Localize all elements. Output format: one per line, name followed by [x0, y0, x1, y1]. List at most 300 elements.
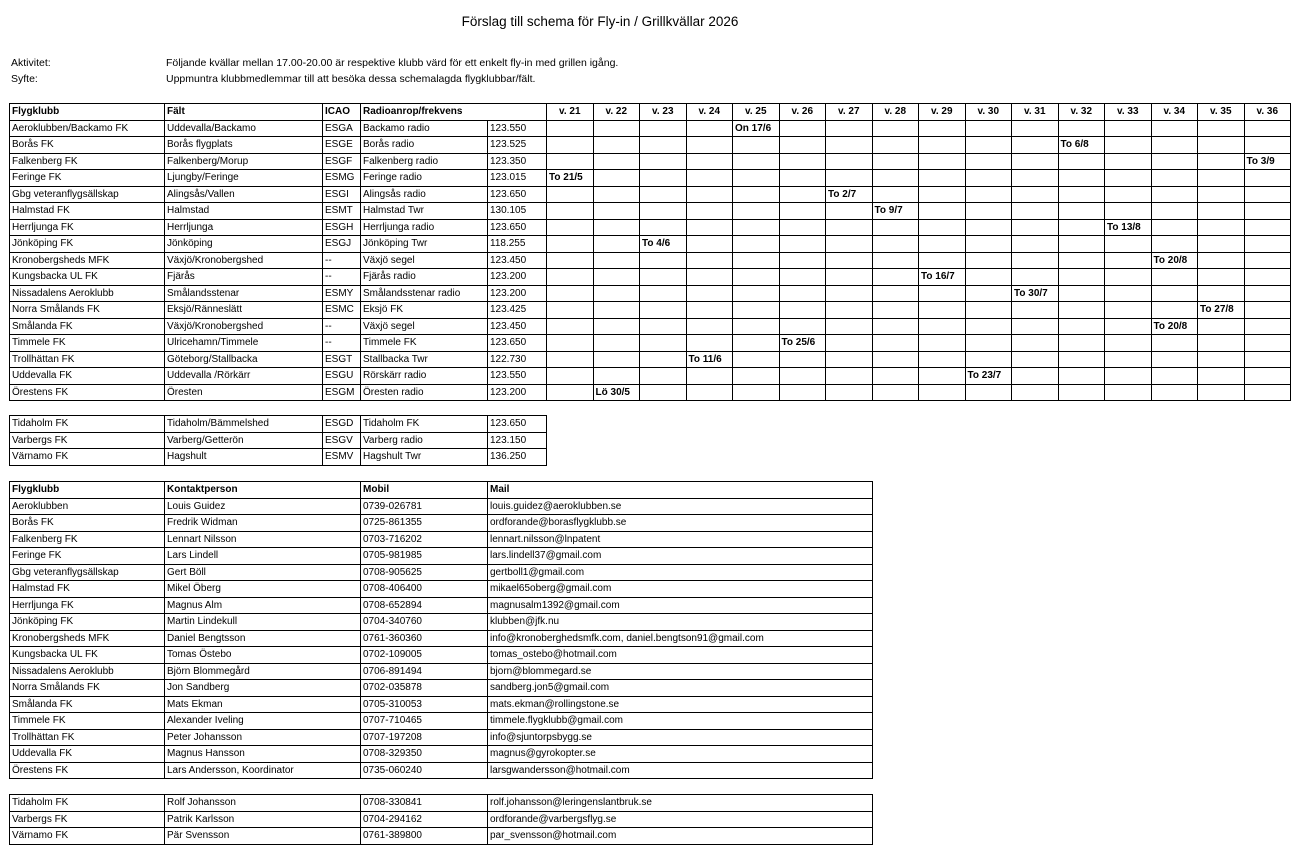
cell-week [1244, 137, 1291, 154]
cell-week [826, 351, 873, 368]
cell-club: Tidaholm FK [10, 416, 165, 433]
cell-mobile: 0761-360360 [361, 630, 488, 647]
cell-contact: Björn Blommegård [165, 663, 361, 680]
cell-mail: ordforande@varbergsflyg.se [488, 811, 873, 828]
cell-icao: -- [323, 335, 361, 352]
cell-mobile: 0704-294162 [361, 811, 488, 828]
cell-week [1105, 236, 1152, 253]
cell-week [593, 236, 640, 253]
header-week: v. 29 [919, 104, 966, 121]
schedule-row [10, 236, 1291, 253]
cell-icao: ESMV [323, 449, 361, 466]
cell-week [686, 285, 733, 302]
cell-icao: ESMT [323, 203, 361, 220]
cell-week [593, 120, 640, 137]
cell-week [1105, 186, 1152, 203]
cell-week [1105, 120, 1152, 137]
cell-week [826, 170, 873, 187]
cell-week [593, 269, 640, 286]
cell-week [1244, 285, 1291, 302]
cell-contact: Lennart Nilsson [165, 531, 361, 548]
cell-field: Herrljunga [165, 219, 323, 236]
cell-week [872, 137, 919, 154]
extra-field-row [10, 416, 547, 433]
cell-week [872, 153, 919, 170]
cell-contact: Fredrik Widman [165, 515, 361, 532]
cell-week [640, 219, 687, 236]
cell-frequency: 130.105 [488, 203, 547, 220]
cell-week [779, 384, 826, 401]
cell-club: Jönköping FK [10, 236, 165, 253]
cell-frequency: 122.730 [488, 351, 547, 368]
cell-event: To 4/6 [640, 236, 687, 253]
header-week: v. 30 [965, 104, 1012, 121]
cell-mail: timmele.flygklubb@gmail.com [488, 713, 873, 730]
cell-week [593, 153, 640, 170]
cell-club: Gbg veteranflygsällskap [10, 186, 165, 203]
cell-week [919, 120, 966, 137]
contact-row [10, 811, 873, 828]
cell-week [919, 318, 966, 335]
header-week: v. 22 [593, 104, 640, 121]
cell-week [1058, 186, 1105, 203]
cell-week [547, 236, 594, 253]
cell-mail: gertboll1@gmail.com [488, 564, 873, 581]
header-contact: Kontaktperson [165, 482, 361, 499]
cell-contact: Lars Andersson, Koordinator [165, 762, 361, 779]
cell-week [1058, 335, 1105, 352]
cell-frequency: 123.350 [488, 153, 547, 170]
cell-icao: ESGV [323, 432, 361, 449]
cell-week [779, 120, 826, 137]
cell-club: Uddevalla FK [10, 746, 165, 763]
cell-club: Aeroklubben [10, 498, 165, 515]
cell-week [872, 335, 919, 352]
header-week: v. 25 [733, 104, 780, 121]
cell-week [919, 170, 966, 187]
cell-week [733, 186, 780, 203]
cell-week [1058, 120, 1105, 137]
cell-mobile: 0705-310053 [361, 696, 488, 713]
cell-week [965, 318, 1012, 335]
header-field: Fält [165, 104, 323, 121]
cell-week [640, 153, 687, 170]
contact-row [10, 696, 873, 713]
cell-club: Norra Smålands FK [10, 302, 165, 319]
cell-icao: ESGJ [323, 236, 361, 253]
cell-mail: klubben@jfk.nu [488, 614, 873, 631]
schedule-row [10, 335, 1291, 352]
cell-week [1244, 120, 1291, 137]
cell-week [1198, 120, 1245, 137]
cell-contact: Magnus Hansson [165, 746, 361, 763]
cell-week [826, 252, 873, 269]
cell-week [872, 318, 919, 335]
cell-week [1151, 203, 1198, 220]
cell-week [1151, 120, 1198, 137]
header-week: v. 26 [779, 104, 826, 121]
cell-week [1058, 302, 1105, 319]
cell-week [640, 252, 687, 269]
cell-club: Aeroklubben/Backamo FK [10, 120, 165, 137]
cell-mail: louis.guidez@aeroklubben.se [488, 498, 873, 515]
contact-row [10, 680, 873, 697]
cell-club: Halmstad FK [10, 581, 165, 598]
cell-week [779, 170, 826, 187]
cell-mail: rolf.johansson@leringenslantbruk.se [488, 795, 873, 812]
cell-week [547, 384, 594, 401]
header-week: v. 24 [686, 104, 733, 121]
cell-week [779, 285, 826, 302]
cell-week [1105, 137, 1152, 154]
cell-frequency: 123.200 [488, 285, 547, 302]
header-week: v. 21 [547, 104, 594, 121]
cell-week [779, 203, 826, 220]
cell-week [1198, 203, 1245, 220]
cell-week [547, 285, 594, 302]
cell-radio: Öresten radio [361, 384, 488, 401]
cell-mobile: 0761-389800 [361, 828, 488, 845]
cell-field: Öresten [165, 384, 323, 401]
cell-contact: Martin Lindekull [165, 614, 361, 631]
cell-mobile: 0706-891494 [361, 663, 488, 680]
cell-contact: Mats Ekman [165, 696, 361, 713]
cell-week [593, 335, 640, 352]
cell-week [640, 269, 687, 286]
cell-week [733, 318, 780, 335]
cell-event: To 13/8 [1105, 219, 1152, 236]
cell-frequency: 123.550 [488, 120, 547, 137]
cell-week [919, 137, 966, 154]
contacts-table [9, 481, 873, 779]
cell-radio: Jönköping Twr [361, 236, 488, 253]
cell-week [686, 236, 733, 253]
cell-week [686, 170, 733, 187]
cell-mobile: 0707-710465 [361, 713, 488, 730]
contacts-header-row [10, 482, 873, 499]
cell-week [1105, 368, 1152, 385]
cell-week [1058, 219, 1105, 236]
schedule-row [10, 318, 1291, 335]
cell-week [779, 269, 826, 286]
cell-week [779, 137, 826, 154]
cell-week [547, 186, 594, 203]
header-week: v. 23 [640, 104, 687, 121]
cell-club: Tidaholm FK [10, 795, 165, 812]
cell-frequency: 123.650 [488, 416, 547, 433]
cell-week [1151, 186, 1198, 203]
cell-week [1058, 285, 1105, 302]
cell-radio: Falkenberg radio [361, 153, 488, 170]
cell-club: Kungsbacka UL FK [10, 269, 165, 286]
cell-frequency: 123.200 [488, 384, 547, 401]
cell-week [547, 302, 594, 319]
cell-icao: ESGT [323, 351, 361, 368]
cell-week [826, 120, 873, 137]
cell-week [733, 236, 780, 253]
cell-week [826, 318, 873, 335]
cell-week [919, 285, 966, 302]
cell-week [1012, 368, 1059, 385]
cell-week [965, 153, 1012, 170]
contact-row [10, 746, 873, 763]
cell-week [919, 302, 966, 319]
cell-week [872, 384, 919, 401]
cell-radio: Borås radio [361, 137, 488, 154]
extra-contacts-table [9, 794, 873, 845]
header-week: v. 35 [1198, 104, 1245, 121]
cell-week [593, 351, 640, 368]
cell-week [779, 153, 826, 170]
cell-club: Feringe FK [10, 170, 165, 187]
cell-mobile: 0708-905625 [361, 564, 488, 581]
cell-icao: ESGE [323, 137, 361, 154]
cell-week [919, 252, 966, 269]
cell-week [1012, 186, 1059, 203]
cell-frequency: 123.650 [488, 335, 547, 352]
cell-week [1105, 302, 1152, 319]
contact-row [10, 713, 873, 730]
cell-club: Varbergs FK [10, 811, 165, 828]
cell-event: To 20/8 [1151, 252, 1198, 269]
cell-week [593, 252, 640, 269]
cell-week [919, 203, 966, 220]
cell-mail: lars.lindell37@gmail.com [488, 548, 873, 565]
cell-contact: Tomas Östebo [165, 647, 361, 664]
cell-mobile: 0704-340760 [361, 614, 488, 631]
cell-week [1151, 219, 1198, 236]
cell-week [1012, 252, 1059, 269]
cell-week [872, 170, 919, 187]
cell-mobile: 0708-330841 [361, 795, 488, 812]
cell-field: Ljungby/Feringe [165, 170, 323, 187]
cell-icao: ESMY [323, 285, 361, 302]
cell-week [779, 252, 826, 269]
cell-contact: Lars Lindell [165, 548, 361, 565]
header-week: v. 36 [1244, 104, 1291, 121]
cell-week [547, 318, 594, 335]
cell-frequency: 123.525 [488, 137, 547, 154]
cell-frequency: 123.200 [488, 269, 547, 286]
cell-icao: -- [323, 252, 361, 269]
cell-week [1198, 384, 1245, 401]
contact-row [10, 548, 873, 565]
cell-field: Alingsås/Vallen [165, 186, 323, 203]
cell-week [826, 203, 873, 220]
cell-club: Herrljunga FK [10, 219, 165, 236]
cell-week [872, 252, 919, 269]
cell-week [1244, 318, 1291, 335]
cell-event: To 20/8 [1151, 318, 1198, 335]
cell-field: Tidaholm/Bämmelshed [165, 416, 323, 433]
cell-club: Uddevalla FK [10, 368, 165, 385]
cell-mobile: 0708-406400 [361, 581, 488, 598]
cell-week [686, 219, 733, 236]
cell-week [1198, 219, 1245, 236]
cell-event: To 30/7 [1012, 285, 1059, 302]
cell-week [826, 269, 873, 286]
cell-mail: ordforande@borasflygklubb.se [488, 515, 873, 532]
cell-week [872, 219, 919, 236]
cell-week [872, 120, 919, 137]
cell-contact: Jon Sandberg [165, 680, 361, 697]
cell-week [1244, 302, 1291, 319]
cell-mail: par_svensson@hotmail.com [488, 828, 873, 845]
cell-contact: Peter Johansson [165, 729, 361, 746]
cell-week [1105, 252, 1152, 269]
cell-field: Växjö/Kronobergshed [165, 252, 323, 269]
cell-radio: Halmstad Twr [361, 203, 488, 220]
header-week: v. 31 [1012, 104, 1059, 121]
cell-club: Timmele FK [10, 335, 165, 352]
extra-field-row [10, 432, 547, 449]
cell-week [733, 219, 780, 236]
cell-week [1012, 137, 1059, 154]
cell-event: To 6/8 [1058, 137, 1105, 154]
cell-week [733, 302, 780, 319]
cell-week [686, 203, 733, 220]
cell-week [686, 368, 733, 385]
cell-week [826, 219, 873, 236]
cell-frequency: 123.150 [488, 432, 547, 449]
cell-week [733, 252, 780, 269]
header-week: v. 27 [826, 104, 873, 121]
cell-week [1105, 335, 1152, 352]
cell-week [640, 120, 687, 137]
cell-icao: ESGA [323, 120, 361, 137]
cell-week [1198, 137, 1245, 154]
header-radio: Radioanrop/frekvens [361, 104, 547, 121]
cell-week [1198, 153, 1245, 170]
cell-radio: Växjö segel [361, 252, 488, 269]
cell-week [1058, 252, 1105, 269]
intro-label: Syfte: [11, 73, 38, 85]
cell-week [1105, 153, 1152, 170]
contact-row [10, 515, 873, 532]
cell-mobile: 0708-329350 [361, 746, 488, 763]
cell-week [686, 302, 733, 319]
cell-week [826, 368, 873, 385]
cell-week [640, 302, 687, 319]
cell-week [1151, 335, 1198, 352]
cell-week [593, 203, 640, 220]
header-club: Flygklubb [10, 482, 165, 499]
cell-contact: Alexander Iveling [165, 713, 361, 730]
cell-week [826, 236, 873, 253]
cell-week [1244, 219, 1291, 236]
cell-club: Trollhättan FK [10, 351, 165, 368]
cell-icao: ESGH [323, 219, 361, 236]
cell-frequency: 136.250 [488, 449, 547, 466]
contact-row [10, 663, 873, 680]
cell-frequency: 118.255 [488, 236, 547, 253]
cell-mail: mikael65oberg@gmail.com [488, 581, 873, 598]
cell-icao: ESGF [323, 153, 361, 170]
cell-week [965, 137, 1012, 154]
cell-frequency: 123.015 [488, 170, 547, 187]
schedule-row [10, 351, 1291, 368]
cell-club: Nissadalens Aeroklubb [10, 285, 165, 302]
cell-event: To 3/9 [1244, 153, 1291, 170]
cell-club: Falkenberg FK [10, 531, 165, 548]
cell-club: Kronobergsheds MFK [10, 630, 165, 647]
header-week: v. 28 [872, 104, 919, 121]
cell-week [1058, 368, 1105, 385]
cell-club: Örestens FK [10, 384, 165, 401]
cell-mail: magnus@gyrokopter.se [488, 746, 873, 763]
cell-contact: Magnus Alm [165, 597, 361, 614]
cell-week [826, 384, 873, 401]
cell-week [1058, 153, 1105, 170]
schedule-row [10, 384, 1291, 401]
cell-week [733, 368, 780, 385]
cell-week [1058, 203, 1105, 220]
cell-week [1244, 252, 1291, 269]
cell-week [1244, 335, 1291, 352]
cell-week [779, 219, 826, 236]
header-week: v. 34 [1151, 104, 1198, 121]
contact-row [10, 762, 873, 779]
cell-week [547, 137, 594, 154]
cell-week [826, 285, 873, 302]
page-title: Förslag till schema för Fly-in / Grillkvällar 2026 [461, 14, 739, 29]
cell-week [965, 335, 1012, 352]
header-week: v. 32 [1058, 104, 1105, 121]
cell-contact: Patrik Karlsson [165, 811, 361, 828]
cell-week [686, 137, 733, 154]
cell-frequency: 123.450 [488, 318, 547, 335]
cell-week [1012, 236, 1059, 253]
cell-week [1198, 351, 1245, 368]
cell-club: Falkenberg FK [10, 153, 165, 170]
cell-week [965, 269, 1012, 286]
cell-week [733, 384, 780, 401]
cell-mobile: 0739-026781 [361, 498, 488, 515]
cell-event: To 21/5 [547, 170, 594, 187]
cell-radio: Tidaholm FK [361, 416, 488, 433]
schedule-row [10, 252, 1291, 269]
cell-event: On 17/6 [733, 120, 780, 137]
cell-week [640, 351, 687, 368]
cell-week [593, 170, 640, 187]
extra-field-row [10, 449, 547, 466]
cell-week [872, 351, 919, 368]
cell-week [593, 186, 640, 203]
cell-week [1058, 269, 1105, 286]
cell-week [1151, 368, 1198, 385]
cell-mail: info@kronoberghedsmfk.com, daniel.bengtson91@gmail.com [488, 630, 873, 647]
cell-week [593, 368, 640, 385]
cell-icao: ESMG [323, 170, 361, 187]
schedule-row [10, 137, 1291, 154]
cell-mail: larsgwandersson@hotmail.com [488, 762, 873, 779]
cell-field: Fjärås [165, 269, 323, 286]
cell-club: Halmstad FK [10, 203, 165, 220]
cell-week [593, 285, 640, 302]
cell-contact: Rolf Johansson [165, 795, 361, 812]
cell-week [965, 236, 1012, 253]
cell-radio: Smålandsstenar radio [361, 285, 488, 302]
cell-week [1244, 368, 1291, 385]
cell-week [919, 236, 966, 253]
header-club: Flygklubb [10, 104, 165, 121]
cell-mail: tomas_ostebo@hotmail.com [488, 647, 873, 664]
cell-week [733, 153, 780, 170]
cell-club: Gbg veteranflygsällskap [10, 564, 165, 581]
cell-club: Varbergs FK [10, 432, 165, 449]
cell-icao: ESGD [323, 416, 361, 433]
cell-week [640, 137, 687, 154]
